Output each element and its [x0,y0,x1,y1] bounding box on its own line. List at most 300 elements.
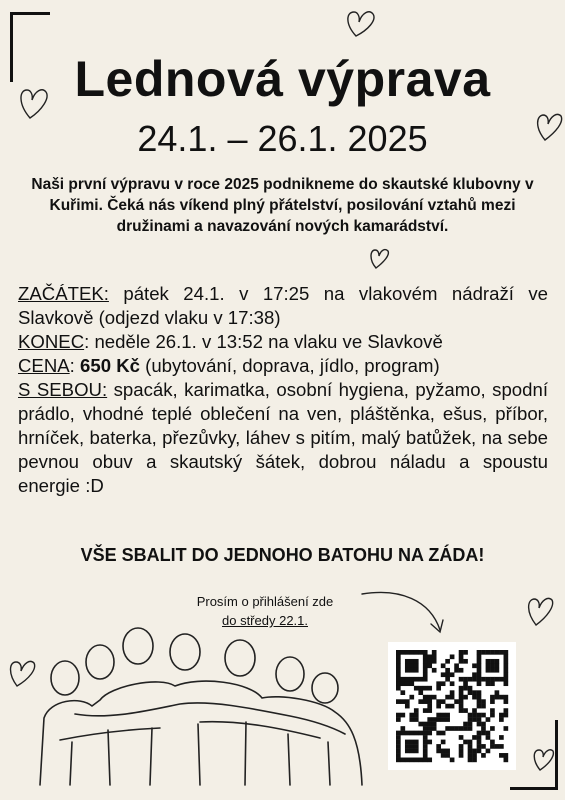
qr-module [468,758,473,763]
qr-module [504,758,509,763]
qr-module [423,753,428,758]
qr-module [396,668,401,673]
qr-module [463,740,468,745]
qr-module [490,726,495,731]
qr-module [396,686,401,691]
qr-module [472,663,477,668]
qr-module [400,758,405,763]
qr-module [436,686,441,691]
qr-module [459,726,464,731]
price-colon: : [69,355,81,376]
qr-module [486,668,491,673]
qr-module [477,672,482,677]
qr-module [477,650,482,655]
qr-module [400,731,405,736]
qr-module [396,699,401,704]
qr-module [418,722,423,727]
qr-module [414,731,419,736]
qr-module [463,695,468,700]
qr-module [427,699,432,704]
qr-module [396,753,401,758]
qr-module [423,672,428,677]
qr-module [396,735,401,740]
qr-module [463,726,468,731]
qr-module [459,690,464,695]
qr-module [499,650,504,655]
qr-module [472,753,477,758]
qr-module [490,668,495,673]
qr-module [472,677,477,682]
qr-module [418,699,423,704]
qr-module [445,704,450,709]
qr-module [481,699,486,704]
qr-module [481,650,486,655]
qr-code[interactable] [388,642,516,770]
qr-module [495,663,500,668]
qr-module [396,758,401,763]
qr-module [405,758,410,763]
qr-module [490,663,495,668]
qr-module [432,726,437,731]
qr-module [481,704,486,709]
qr-module [414,758,419,763]
qr-module [405,704,410,709]
qr-module [486,731,491,736]
qr-module [468,722,473,727]
qr-module [445,659,450,664]
qr-module [409,659,414,664]
qr-module [423,744,428,749]
qr-module [400,677,405,682]
qr-module [432,654,437,659]
qr-module [468,677,473,682]
heart-icon [371,250,388,268]
qr-module [459,668,464,673]
qr-module [472,695,477,700]
qr-module [490,699,495,704]
qr-module [499,744,504,749]
qr-module [459,735,464,740]
qr-module [486,659,491,664]
qr-module [436,717,441,722]
qr-module [477,668,482,673]
qr-module [481,677,486,682]
qr-module [490,695,495,700]
qr-module [427,663,432,668]
qr-module [400,699,405,704]
qr-module [396,681,401,686]
qr-module [418,731,423,736]
qr-module [477,699,482,704]
qr-module [396,659,401,664]
qr-module [409,650,414,655]
qr-module [423,731,428,736]
qr-module [445,749,450,754]
qr-module [495,690,500,695]
qr-module [463,650,468,655]
qr-module [396,677,401,682]
qr-module [459,744,464,749]
qr-module [409,695,414,700]
qr-module [423,650,428,655]
qr-module [495,677,500,682]
qr-module [405,699,410,704]
qr-module [504,650,509,655]
qr-module [427,704,432,709]
qr-module [445,717,450,722]
qr-module [504,695,509,700]
qr-module [499,717,504,722]
signup-text: Prosím o přihlášení zde [196,594,334,609]
qr-module [504,699,509,704]
qr-module [405,749,410,754]
qr-module [436,731,441,736]
qr-module [396,663,401,668]
end-label: KONEC [18,331,85,352]
bring-text: spacák, karimatka, osobní hygiena, pyžamo, spodní prádlo, vhodné teplé oblečení na ven, pláštěnka, ešus, příbor, hrníček, baterka, přezůvky, láhev s pitím, malý batůžek, na sebe pevnou obuv a skautský šátek, dobrou náladu a spoustu energie :D [18,379,548,496]
qr-module [477,749,482,754]
qr-module [504,659,509,664]
qr-module [486,735,491,740]
qr-module [504,681,509,686]
price-text: (ubytování, doprava, jídlo, program) [139,355,440,376]
qr-module [400,726,405,731]
qr-module [418,686,423,691]
qr-module [499,735,504,740]
qr-module [405,731,410,736]
qr-module [486,717,491,722]
qr-module [486,650,491,655]
qr-module [414,668,419,673]
qr-module [477,735,482,740]
qr-module [427,708,432,713]
qr-module [495,668,500,673]
qr-module [423,749,428,754]
qr-module [468,690,473,695]
qr-module [454,726,459,731]
qr-module [396,749,401,754]
qr-module [459,686,464,691]
qr-module [472,749,477,754]
qr-module [472,735,477,740]
qr-module [459,654,464,659]
qr-module [477,740,482,745]
qr-module [463,708,468,713]
qr-module [454,668,459,673]
qr-module [405,681,410,686]
qr-module [486,677,491,682]
qr-module [481,713,486,718]
qr-module [427,758,432,763]
qr-module [405,650,410,655]
qr-module [432,722,437,727]
qr-module [432,717,437,722]
qr-module [459,650,464,655]
qr-module [400,650,405,655]
qr-module [409,758,414,763]
qr-module [423,654,428,659]
qr-module [459,704,464,709]
qr-module [486,749,491,754]
qr-module [459,659,464,664]
qr-module [477,690,482,695]
qr-module [409,717,414,722]
qr-module [477,704,482,709]
qr-module [405,663,410,668]
qr-module [490,681,495,686]
qr-module [414,708,419,713]
bring-line [18,378,548,498]
qr-module [427,731,432,736]
qr-module [495,659,500,664]
qr-module [441,740,446,745]
heart-icon [348,12,374,36]
qr-module [504,726,509,731]
qr-module [472,690,477,695]
qr-module [396,654,401,659]
qr-module [504,753,509,758]
qr-module [490,650,495,655]
qr-module [450,726,455,731]
qr-module [432,695,437,700]
qr-module [490,708,495,713]
qr-module [405,668,410,673]
qr-module [414,713,419,718]
event-dates: 24.1. – 26.1. 2025 [137,118,428,159]
qr-module [477,695,482,700]
qr-module [468,686,473,691]
qr-module [396,740,401,745]
qr-module [423,726,428,731]
qr-module [481,753,486,758]
qr-module [423,740,428,745]
signup-note [150,592,380,630]
qr-module [468,717,473,722]
qr-module [490,740,495,745]
qr-module [427,740,432,745]
qr-module [459,749,464,754]
qr-module [427,659,432,664]
qr-module [427,654,432,659]
qr-module [423,677,428,682]
heart-icon [529,598,553,625]
qr-module [441,749,446,754]
qr-module [418,650,423,655]
qr-module [477,654,482,659]
qr-module [441,731,446,736]
qr-module [409,668,414,673]
pack-note: VŠE SBALIT DO JEDNOHO BATOHU NA ZÁDA! [80,545,485,565]
qr-module [468,713,473,718]
qr-module [477,659,482,664]
qr-module [405,744,410,749]
qr-module [504,713,509,718]
qr-module [477,677,482,682]
heart-icon [534,750,553,770]
qr-module [441,663,446,668]
qr-module [504,654,509,659]
start-label: ZAČÁTEK: [18,283,109,304]
qr-module [445,695,450,700]
qr-module [396,713,401,718]
qr-module [495,695,500,700]
qr-module [418,690,423,695]
qr-module [459,677,464,682]
qr-module [427,695,432,700]
qr-module [463,686,468,691]
qr-module [499,753,504,758]
qr-module [486,663,491,668]
bring-label: S SEBOU: [18,379,108,400]
qr-module [468,753,473,758]
qr-module [423,722,428,727]
qr-module [445,668,450,673]
qr-module [423,758,428,763]
qr-module [477,722,482,727]
price-amount: 650 Kč [80,355,140,376]
qr-module [445,713,450,718]
qr-module [468,744,473,749]
qr-module [450,681,455,686]
qr-module [441,681,446,686]
qr-module [477,681,482,686]
qr-module [436,749,441,754]
qr-module [396,744,401,749]
qr-module [504,668,509,673]
qr-module [477,731,482,736]
qr-module [499,677,504,682]
qr-module [418,677,423,682]
qr-module [441,672,446,677]
qr-module [409,677,414,682]
qr-module [477,663,482,668]
qr-module [481,722,486,727]
qr-module [445,726,450,731]
qr-module [481,726,486,731]
qr-module [414,749,419,754]
qr-module [396,650,401,655]
qr-module [436,744,441,749]
qr-module [472,708,477,713]
qr-module [445,672,450,677]
qr-module [450,695,455,700]
qr-module [450,672,455,677]
qr-module [400,713,405,718]
qr-module [445,677,450,682]
qr-module [414,663,419,668]
event-details [18,282,548,498]
qr-module [400,681,405,686]
qr-module [414,744,419,749]
qr-module [490,744,495,749]
qr-module [405,659,410,664]
qr-module [423,663,428,668]
qr-module [423,699,428,704]
qr-module [463,677,468,682]
qr-module [468,749,473,754]
qr-module [504,663,509,668]
qr-module [459,708,464,713]
qr-module [463,681,468,686]
qr-module [436,713,441,718]
qr-module [423,686,428,691]
qr-module [445,753,450,758]
qr-module [409,731,414,736]
qr-module [499,695,504,700]
qr-module [486,681,491,686]
qr-module [436,704,441,709]
qr-module [468,740,473,745]
qr-module [499,713,504,718]
page-title: Lednová výprava [74,51,491,107]
qr-module [504,708,509,713]
end-line [18,330,548,354]
qr-module [459,695,464,700]
qr-module [405,677,410,682]
qr-module [423,668,428,673]
qr-module [409,744,414,749]
qr-module [396,672,401,677]
qr-module [427,686,432,691]
qr-module [414,650,419,655]
signup-deadline: do středy 22.1. [222,613,308,628]
qr-module [423,659,428,664]
qr-module [504,672,509,677]
qr-module [432,659,437,664]
qr-module [477,717,482,722]
qr-module [414,659,419,664]
qr-module [495,744,500,749]
qr-module [495,650,500,655]
qr-module [490,713,495,718]
qr-module [396,731,401,736]
qr-module [423,708,428,713]
qr-module [427,722,432,727]
qr-module [454,699,459,704]
qr-module [427,717,432,722]
qr-module [450,654,455,659]
qr-module [450,704,455,709]
qr-module [400,690,405,695]
qr-module [418,758,423,763]
qr-module [481,744,486,749]
qr-module [409,663,414,668]
friends-illustration [40,628,362,785]
end-text: : neděle 26.1. v 13:52 na vlaku ve Slavkově [84,331,443,352]
qr-module [432,668,437,673]
qr-module [436,681,441,686]
qr-module [441,699,446,704]
qr-module [396,717,401,722]
intro-text: Naši první výpravu v roce 2025 podnikneme do skautské klubovny v Kuřimi. Čeká nás víkend plný přátelství, posilování vztahů mezi družinami a navazování nových kamarádství. [31,176,534,235]
qr-module [436,699,441,704]
qr-module [409,740,414,745]
qr-module [450,690,455,695]
qr-module [490,659,495,664]
qr-module [441,753,446,758]
price-label: CENA [18,355,70,376]
qr-module [414,740,419,745]
qr-module [472,713,477,718]
qr-module [441,717,446,722]
qr-module [450,758,455,763]
qr-module [459,699,464,704]
qr-module [414,677,419,682]
qr-module [504,677,509,682]
qr-module [463,659,468,664]
qr-module [432,650,437,655]
qr-module [472,758,477,763]
